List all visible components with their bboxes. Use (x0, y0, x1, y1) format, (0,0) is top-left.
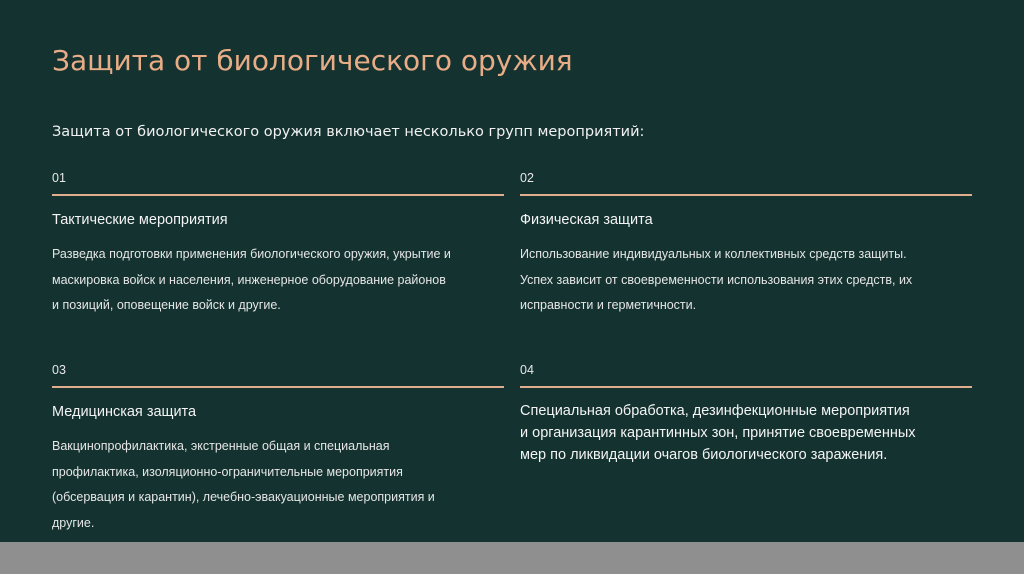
card-body-line: и позиций, оповещение войск и другие. (52, 298, 281, 312)
card-heading (520, 400, 972, 466)
card-body (52, 242, 504, 319)
card-tactical (52, 170, 504, 319)
card-heading: Физическая защита (520, 212, 653, 228)
card-heading-line: и организация карантинных зон, принятие своевременных (520, 425, 916, 441)
card-body-line: (обсервация и карантин), лечебно-эвакуационные мероприятия и (52, 490, 435, 504)
slide-title: Защита от биологического оружия (52, 44, 573, 77)
card-heading-line: мер по ликвидации очагов биологического заражения. (520, 447, 888, 463)
card-body-line: другие. (52, 515, 95, 530)
card-body (52, 434, 504, 536)
divider-line (52, 194, 504, 196)
card-number: 03 (52, 363, 66, 377)
intro-text: Защита от биологического оружия включает несколько групп мероприятий: (52, 124, 645, 140)
card-heading: Тактические мероприятия (52, 212, 228, 228)
divider-line (520, 194, 972, 196)
card-body-line: Успех зависит от своевременности использования этих средств, их (520, 272, 913, 287)
card-number: 04 (520, 363, 534, 377)
card-number: 02 (520, 171, 534, 185)
divider-line (52, 386, 504, 388)
card-heading: Медицинская защита (52, 404, 197, 420)
card-body (520, 242, 972, 319)
divider-line (520, 386, 972, 388)
card-body-line: маскировка войск и населения, инженерное оборудование районов (52, 272, 446, 287)
footer-bar (0, 542, 1024, 574)
card-physical (520, 170, 972, 319)
card-heading-line: Специальная обработка, дезинфекционные мероприятия (520, 403, 910, 419)
card-number: 01 (52, 171, 66, 185)
card-body-line: Разведка подготовки применения биологического оружия, укрытие и (52, 247, 451, 261)
card-body-line: Вакцинопрофилактика, экстренные общая и специальная (52, 439, 390, 453)
card-body-line: исправности и герметичности. (520, 298, 697, 312)
card-body-line: Использование индивидуальных и коллективных средств защиты. (520, 247, 907, 261)
card-special-treatment (520, 362, 972, 466)
card-medical (52, 362, 504, 536)
card-body-line: профилактика, изоляционно-ограничительные мероприятия (52, 464, 403, 479)
